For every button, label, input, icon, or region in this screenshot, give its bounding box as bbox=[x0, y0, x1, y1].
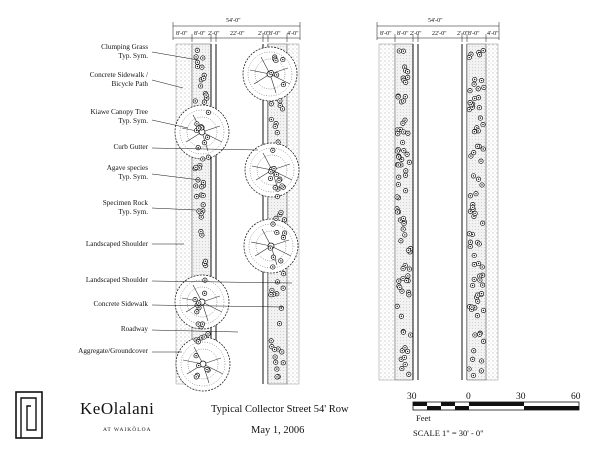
shrub-symbol bbox=[467, 55, 471, 59]
logo-subtitle: AT WAIKŌLOA bbox=[103, 427, 152, 433]
shrub-symbol bbox=[279, 306, 283, 310]
shrub-symbol bbox=[269, 70, 273, 74]
shrub-symbol bbox=[281, 286, 285, 290]
shrub-symbol bbox=[481, 308, 485, 312]
shrub-symbol bbox=[274, 58, 278, 62]
shrub-symbol bbox=[196, 322, 200, 326]
shrub-symbol bbox=[272, 347, 276, 351]
shrub-symbol bbox=[275, 194, 279, 198]
shrub-symbol bbox=[480, 221, 484, 225]
shrub-symbol bbox=[202, 291, 206, 295]
shrub-symbol bbox=[408, 333, 412, 337]
shrub-symbol bbox=[396, 95, 400, 99]
segment-dimension: 8'-0" bbox=[269, 31, 281, 37]
shrub-symbol bbox=[398, 285, 402, 289]
shrub-symbol bbox=[407, 160, 411, 164]
drawing-title: Typical Collector Street 54' Row bbox=[211, 404, 349, 415]
callout-kiawe-tree: Kiawe Canopy Tree Typ. Sym. bbox=[90, 108, 148, 125]
shrub-symbol bbox=[201, 180, 205, 184]
shrub-symbol bbox=[273, 124, 277, 128]
shrub-symbol bbox=[279, 259, 283, 263]
shrub-symbol bbox=[201, 203, 205, 207]
shrub-symbol bbox=[399, 314, 403, 318]
segment-dimension: 22'-0" bbox=[230, 31, 245, 37]
shrub-symbol bbox=[401, 330, 405, 334]
shrub-symbol bbox=[404, 169, 408, 173]
right-overall-dimension: 54'-0" bbox=[428, 18, 443, 24]
left-street-plan bbox=[173, 22, 300, 391]
shrub-symbol bbox=[270, 288, 274, 292]
shrub-symbol bbox=[280, 184, 284, 188]
shrub-symbol bbox=[475, 144, 479, 148]
shrub-symbol bbox=[396, 155, 400, 159]
shrub-symbol bbox=[473, 77, 477, 81]
callout-agave: Agave species Typ. Sym. bbox=[106, 164, 148, 181]
scale-text: SCALE 1" = 30' - 0" bbox=[413, 428, 484, 438]
shrub-symbol bbox=[281, 361, 285, 365]
shrub-symbol bbox=[193, 99, 197, 103]
shrub-symbol bbox=[402, 149, 406, 153]
shrub-symbol bbox=[269, 293, 273, 297]
drawing-date: May 1, 2006 bbox=[251, 425, 305, 436]
shrub-symbol bbox=[472, 130, 476, 134]
shrub-symbol bbox=[200, 185, 204, 189]
shrub-symbol bbox=[195, 64, 199, 68]
shrub-symbol bbox=[468, 89, 472, 93]
shrub-symbol bbox=[406, 75, 410, 79]
shrub-symbol bbox=[400, 366, 404, 370]
shrub-symbol bbox=[481, 147, 485, 151]
shrub-symbol bbox=[401, 49, 405, 53]
shrub-symbol bbox=[268, 176, 272, 180]
shrub-symbol bbox=[275, 280, 279, 284]
shrub-symbol bbox=[196, 340, 200, 344]
shrub-symbol bbox=[467, 232, 471, 236]
segment-dimension: 8'-0" bbox=[468, 31, 480, 37]
shrub-symbol bbox=[274, 216, 278, 220]
shrub-symbol bbox=[406, 274, 410, 278]
shrub-symbol bbox=[395, 149, 399, 153]
segment-dimension: 2'-0" bbox=[457, 31, 469, 37]
callout-curb-gutter: Curb Gutter bbox=[113, 143, 148, 151]
shrub-symbol bbox=[407, 267, 411, 271]
shrub-symbol bbox=[201, 157, 205, 161]
left-overall-dimension: 54'-0" bbox=[226, 18, 241, 24]
shrub-symbol bbox=[477, 106, 481, 110]
shrub-symbol bbox=[406, 131, 410, 135]
shrub-symbol bbox=[395, 210, 399, 214]
shrub-symbol bbox=[478, 116, 482, 120]
shrub-symbol bbox=[400, 140, 404, 144]
shrub-symbol bbox=[478, 332, 482, 336]
shrub-symbol bbox=[275, 131, 279, 135]
shrub-symbol bbox=[403, 233, 407, 237]
shrub-symbol bbox=[472, 150, 476, 154]
shrub-symbol bbox=[407, 372, 411, 376]
segment-dimension: 4'-0" bbox=[287, 31, 299, 37]
shrub-symbol bbox=[468, 244, 472, 248]
shrub-symbol bbox=[277, 322, 281, 326]
shrub-symbol bbox=[201, 193, 205, 197]
shrub-symbol bbox=[271, 148, 275, 152]
shrub-symbol bbox=[479, 369, 483, 373]
shrub-symbol bbox=[401, 130, 405, 134]
shrub-symbol bbox=[275, 367, 279, 371]
shrub-symbol bbox=[275, 375, 279, 379]
shrub-symbol bbox=[397, 279, 401, 283]
shrub-symbol bbox=[281, 272, 285, 276]
shrub-symbol bbox=[200, 322, 204, 326]
shrub-symbol bbox=[472, 277, 476, 281]
shrub-symbol bbox=[195, 310, 199, 314]
shrub-symbol bbox=[273, 355, 277, 359]
shrub-symbol bbox=[196, 146, 200, 150]
shrub-symbol bbox=[401, 121, 405, 125]
shrub-symbol bbox=[470, 305, 474, 309]
shrub-symbol bbox=[467, 367, 471, 371]
shrub-symbol bbox=[201, 56, 205, 60]
shrub-symbol bbox=[470, 283, 474, 287]
segment-dimension: 8'-0" bbox=[176, 31, 188, 37]
shrub-symbol bbox=[480, 283, 484, 287]
shrub-symbol bbox=[482, 85, 486, 89]
shrub-symbol bbox=[470, 357, 474, 361]
shrub-symbol bbox=[271, 265, 275, 269]
shrub-symbol bbox=[479, 78, 483, 82]
callout-specimen-rock: Specimen Rock Typ. Sym. bbox=[102, 199, 148, 216]
shrub-symbol bbox=[194, 55, 198, 59]
segment-dimension: 22'-0" bbox=[432, 31, 447, 37]
shrub-symbol bbox=[202, 335, 206, 339]
shrub-symbol bbox=[472, 262, 476, 266]
shrub-symbol bbox=[193, 297, 197, 301]
shrub-symbol bbox=[406, 248, 410, 252]
shrub-symbol bbox=[472, 253, 476, 257]
shrub-symbol bbox=[479, 159, 483, 163]
shrub-symbol bbox=[396, 182, 400, 186]
scale-tick-label: 60 bbox=[571, 392, 581, 402]
shrub-symbol bbox=[281, 82, 285, 86]
shrub-symbol bbox=[397, 49, 401, 53]
shrub-symbol bbox=[401, 276, 405, 280]
shrub-symbol bbox=[481, 339, 485, 343]
shrub-symbol bbox=[206, 155, 210, 159]
shrub-symbol bbox=[203, 259, 207, 263]
shrub-symbol bbox=[202, 76, 206, 80]
shrub-symbol bbox=[198, 84, 202, 88]
shrub-symbol bbox=[481, 122, 485, 126]
shrub-symbol bbox=[275, 230, 279, 234]
shrub-symbol bbox=[472, 349, 476, 353]
shrub-symbol bbox=[269, 117, 273, 121]
shrub-symbol bbox=[477, 242, 481, 246]
callout-groundcover: Aggregate/Groundcover bbox=[78, 347, 148, 355]
segment-dimension: 8'-0" bbox=[380, 31, 392, 37]
shrub-symbol bbox=[281, 57, 285, 61]
callout-shoulder-1: Landscaped Shoulder bbox=[85, 240, 148, 248]
shrub-symbol bbox=[269, 170, 273, 174]
shrub-symbol bbox=[195, 48, 199, 52]
segment-dimension: 8'-0" bbox=[397, 31, 409, 37]
segment-dimension: 4'-0" bbox=[487, 31, 499, 37]
shrub-symbol bbox=[195, 194, 199, 198]
shrub-symbol bbox=[476, 299, 480, 303]
shrub-symbol bbox=[195, 122, 199, 126]
scale-tick-label: 0 bbox=[466, 392, 471, 402]
scale-tick-label: 30 bbox=[516, 392, 526, 402]
shrub-symbol bbox=[274, 73, 278, 77]
shrub-symbol bbox=[197, 301, 201, 305]
shrub-symbol bbox=[396, 132, 400, 136]
shrub-symbol bbox=[282, 231, 286, 235]
callout-roadway: Roadway bbox=[120, 325, 148, 333]
shrub-symbol bbox=[401, 266, 405, 270]
shrub-symbol bbox=[282, 218, 286, 222]
shrub-symbol bbox=[471, 174, 475, 178]
shrub-symbol bbox=[471, 205, 475, 209]
shrub-symbol bbox=[278, 99, 282, 103]
shrub-symbol bbox=[205, 135, 209, 139]
shrub-symbol bbox=[271, 222, 275, 226]
segment-dimension: 8'-0" bbox=[194, 31, 206, 37]
scale-bar-graphic bbox=[413, 402, 579, 410]
shrub-symbol bbox=[274, 360, 278, 364]
shrub-symbol bbox=[474, 192, 478, 196]
shrub-symbol bbox=[473, 211, 477, 215]
shrub-symbol bbox=[397, 175, 401, 179]
shrub-symbol bbox=[468, 240, 472, 244]
shrub-symbol bbox=[279, 210, 283, 214]
shrub-symbol bbox=[202, 141, 206, 145]
shrub-symbol bbox=[200, 65, 204, 69]
logo-wordmark: KeOlalani bbox=[80, 399, 155, 418]
shrub-symbol bbox=[199, 229, 203, 233]
shrub-symbol bbox=[399, 239, 403, 243]
shrub-symbol bbox=[277, 178, 281, 182]
shrub-symbol bbox=[197, 126, 201, 130]
callout-clumping-grass: Clumping Grass Typ. Sym. bbox=[101, 43, 148, 60]
shrub-symbol bbox=[471, 373, 475, 377]
shrub-symbol bbox=[396, 163, 400, 167]
shrub-symbol bbox=[280, 107, 284, 111]
shrub-symbol bbox=[206, 332, 210, 336]
shrub-symbol bbox=[401, 99, 405, 103]
shrub-symbol bbox=[480, 183, 484, 187]
shrub-symbol bbox=[476, 96, 480, 100]
shrub-symbol bbox=[477, 53, 481, 57]
shrub-symbol bbox=[194, 375, 198, 379]
shrub-symbol bbox=[476, 177, 480, 181]
shrub-symbol bbox=[468, 194, 472, 198]
shrub-symbol bbox=[205, 367, 209, 371]
shrub-symbol bbox=[280, 350, 284, 354]
shrub-symbol bbox=[475, 293, 479, 297]
shrub-symbol bbox=[395, 304, 399, 308]
segment-dimension: 2'-0" bbox=[410, 31, 422, 37]
callout-shoulder-2: Landscaped Shoulder bbox=[85, 276, 148, 284]
shrub-symbol bbox=[476, 261, 480, 265]
shrub-symbol bbox=[197, 209, 201, 213]
shrub-symbol bbox=[271, 255, 275, 259]
shrub-symbol bbox=[204, 93, 208, 97]
shrub-symbol bbox=[403, 173, 407, 177]
shrub-symbol bbox=[195, 60, 199, 64]
keolalani-logo-mark bbox=[16, 392, 42, 438]
shrub-symbol bbox=[481, 48, 485, 52]
shrub-symbol bbox=[479, 359, 483, 363]
shrub-symbol bbox=[402, 355, 406, 359]
shrub-symbol bbox=[403, 189, 407, 193]
shrub-symbol bbox=[405, 70, 409, 74]
shrub-symbol bbox=[202, 100, 206, 104]
shrub-symbol bbox=[405, 152, 409, 156]
segment-dimension: 2'-0" bbox=[208, 31, 220, 37]
shrub-symbol bbox=[276, 140, 280, 144]
shrub-symbol bbox=[395, 195, 399, 199]
shrub-symbol bbox=[401, 227, 405, 231]
shrub-symbol bbox=[480, 265, 484, 269]
shrub-symbol bbox=[194, 184, 198, 188]
shrub-symbol bbox=[206, 110, 210, 114]
shrub-symbol bbox=[401, 216, 405, 220]
shrub-symbol bbox=[197, 363, 201, 367]
callout-concrete-sidewalk: Concrete Sidewalk bbox=[93, 300, 148, 308]
shrub-symbol bbox=[194, 165, 198, 169]
shrub-symbol bbox=[402, 221, 406, 225]
shrub-symbol bbox=[194, 354, 198, 358]
shrub-symbol bbox=[268, 246, 272, 250]
callout-sidewalk-bike: Concrete Sidewalk / Bicycle Path bbox=[89, 71, 148, 88]
shrub-symbol bbox=[476, 87, 480, 91]
shrub-symbol bbox=[403, 362, 407, 366]
shrub-symbol bbox=[473, 333, 477, 337]
shrub-symbol bbox=[403, 346, 407, 350]
shrub-symbol bbox=[281, 235, 285, 239]
shrub-symbol bbox=[472, 82, 476, 86]
shrub-symbol bbox=[478, 278, 482, 282]
shrub-symbol bbox=[404, 80, 408, 84]
shrub-symbol bbox=[274, 172, 278, 176]
segment-dimension: 2'-0" bbox=[258, 31, 270, 37]
shrub-symbol bbox=[403, 95, 407, 99]
shrub-symbol bbox=[273, 186, 277, 190]
scale-tick-label: 30 bbox=[407, 392, 417, 402]
shrub-symbol bbox=[468, 100, 472, 104]
scale-unit: Feet bbox=[416, 413, 431, 423]
shrub-symbol bbox=[407, 293, 411, 297]
shrub-symbol bbox=[269, 102, 273, 106]
right-street-plan bbox=[377, 22, 499, 380]
shrub-symbol bbox=[475, 314, 479, 318]
shrub-symbol bbox=[269, 339, 273, 343]
